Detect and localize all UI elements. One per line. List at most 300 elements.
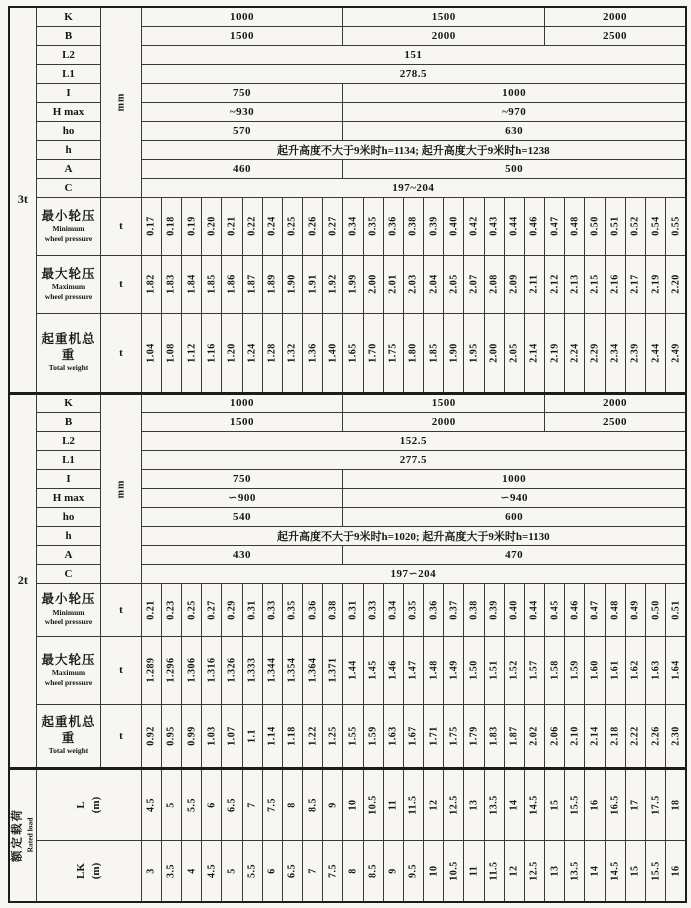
value-cell [645,583,665,636]
rotated-value: 3.5 [165,863,177,878]
unit-t-cell: t [101,313,141,393]
rotated-value: 1.316 [206,657,218,683]
rotated-value: 6 [266,868,278,874]
rotated-value: 0.27 [206,599,218,620]
rotated-value: 1.16 [206,342,218,363]
dim-value-cell: 1000 [141,393,343,412]
rotated-value: 5 [226,868,238,874]
span-value-cell [303,840,323,902]
dim-param-label: h [36,140,101,159]
row-name-cell [36,255,101,313]
unit-t-cell: t [101,636,141,704]
rotated-value: 2.24 [569,342,581,363]
span-value-cell [424,840,444,902]
span-value-cell [161,768,181,840]
rotated-value: 0.95 [165,725,177,746]
rotated-value: 1.70 [367,342,379,363]
rotated-value: 0.44 [528,599,540,620]
rotated-value: 1.08 [165,342,177,363]
value-cell [282,636,302,704]
value-cell [202,704,222,768]
value-cell [202,313,222,393]
value-cell [202,636,222,704]
value-cell [403,583,423,636]
rotated-value: 0.26 [307,216,319,236]
span-value-cell [383,840,403,902]
value-cell [403,197,423,255]
rotated-value: 8.5 [307,797,319,812]
row-name-cn: 起重机总重 [41,715,96,745]
span-value-cell [484,840,504,902]
span-value-cell [323,768,343,840]
rotated-value: 0.37 [448,599,460,620]
span-value-cell [585,840,605,902]
value-cell [181,704,201,768]
dim-value-cell: 151 [141,45,686,64]
value-cell [161,583,181,636]
crane-spec-table [8,6,687,903]
rotated-value: 1.63 [650,660,662,680]
unit-t-cell: t [101,255,141,313]
value-cell [242,313,262,393]
value-cell [363,583,383,636]
capacity-label: 2t [9,393,36,768]
span-value-cell [343,768,363,840]
rotated-value: 1.90 [448,342,460,363]
rotated-value: 2.19 [650,274,662,294]
rotated-value: 2.30 [670,725,682,746]
value-cell [484,583,504,636]
value-cell [181,636,201,704]
value-cell [444,636,464,704]
rotated-value: 12.5 [448,794,460,815]
data-row [9,197,686,255]
unit-t-cell: t [101,704,141,768]
dim-value-cell: 197∽204 [141,564,686,583]
value-cell [585,636,605,704]
rotated-value: 0.51 [609,216,621,236]
span-value-cell [645,768,665,840]
dim-param-label: L2 [36,431,101,450]
value-cell [625,704,645,768]
span-value-cell [444,840,464,902]
value-cell [645,636,665,704]
value-cell [303,704,323,768]
rotated-value: 1.326 [226,657,238,683]
value-cell [323,583,343,636]
value-cell [343,583,363,636]
value-cell [504,255,524,313]
value-cell [625,313,645,393]
rotated-value: 0.18 [165,216,177,236]
value-cell [403,255,423,313]
rotated-value: 1.344 [266,657,278,683]
dim-param-label: A [36,545,101,564]
dim-value-cell: 750 [141,83,343,102]
span-value-cell [666,840,686,902]
value-cell [363,704,383,768]
value-cell [343,255,363,313]
dimension-row [9,393,686,412]
value-cell [464,197,484,255]
value-cell [444,313,464,393]
rotated-value: 14.5 [609,861,621,881]
value-cell [625,255,645,313]
dim-value-cell: 起升高度不大于9米时h=1134; 起升高度大于9米时h=1238 [141,140,686,159]
rotated-value: 1.85 [428,342,440,363]
value-cell [282,255,302,313]
dim-value-cell: 197~204 [141,178,686,197]
value-cell [282,313,302,393]
span-value-cell [141,768,161,840]
span-value-cell [464,768,484,840]
rotated-value: 9 [387,868,399,874]
value-cell [202,197,222,255]
value-cell [424,636,444,704]
rotated-value: 0.31 [347,599,359,620]
rotated-value: 0.55 [670,216,682,236]
span-value-cell [545,840,565,902]
rotated-value: 2.39 [629,342,641,363]
span-axis-label-cell [36,840,141,902]
rotated-value: 1.22 [307,725,319,746]
rotated-value: 1.64 [670,660,682,680]
span-value-cell [303,768,323,840]
rotated-value: 1.289 [145,657,157,683]
value-cell [242,704,262,768]
rotated-value: 2.05 [448,274,460,294]
span-value-cell [504,840,524,902]
dimension-row [9,7,686,26]
value-cell [645,704,665,768]
row-name-cn: 最小轮压 [41,208,96,223]
rotated-value: 0.38 [327,599,339,620]
value-cell [383,583,403,636]
rotated-value: 1.07 [226,725,238,746]
span-axis-label [74,863,104,880]
rotated-value: 2.18 [609,725,621,746]
value-cell [545,636,565,704]
rotated-value: 2.15 [589,274,601,294]
dim-value-cell: 起升高度不大于9米时h=1020; 起升高度大于9米时h=1130 [141,526,686,545]
rotated-value: 2.44 [650,342,662,363]
rotated-value: 11 [387,799,399,810]
rotated-value: 12.5 [528,861,540,881]
rotated-value: 10.5 [367,794,379,815]
dim-value-cell: 500 [343,159,686,178]
value-cell [222,255,242,313]
footer-row [9,840,686,902]
rotated-value: 13 [549,865,561,877]
row-name-en: Total weight [48,746,89,756]
row-name-cell [36,197,101,255]
rotated-value: 5.5 [186,797,198,812]
row-name-cn: 起重机总重 [41,332,96,362]
dim-value-cell: ~930 [141,102,343,121]
value-cell [202,583,222,636]
rotated-value: 1.83 [165,274,177,294]
value-cell [222,583,242,636]
rotated-value: 11.5 [407,795,419,814]
dim-value-cell: 570 [141,121,343,140]
span-value-cell [222,840,242,902]
rotated-value: 1.59 [569,660,581,680]
span-value-cell [141,840,161,902]
span-value-cell [282,840,302,902]
rotated-value: 13.5 [488,794,500,815]
rotated-value: 0.27 [327,216,339,236]
dim-param-label: C [36,178,101,197]
rotated-value: 1.95 [468,342,480,363]
span-value-cell [403,840,423,902]
row-name-en: Minimum wheel pressure [44,224,93,243]
value-cell [585,197,605,255]
dim-value-cell: ∽900 [141,488,343,507]
rotated-value: 0.54 [650,216,662,236]
value-cell [504,197,524,255]
rotated-value: 1.57 [528,660,540,680]
dim-value-cell: 2500 [545,412,686,431]
value-cell [141,704,161,768]
dim-value-cell: 1000 [343,469,686,488]
rotated-value: 0.42 [468,216,480,236]
rotated-value: 6.5 [226,797,238,812]
value-cell [504,704,524,768]
rated-load-cn: 额定载荷 [11,808,24,863]
rotated-value: 1.75 [387,342,399,363]
value-cell [504,313,524,393]
span-value-cell [202,768,222,840]
rotated-value: 1.24 [246,342,258,363]
value-cell [666,313,686,393]
rotated-value: 6 [206,801,218,808]
value-cell [303,583,323,636]
value-cell [403,636,423,704]
value-cell [524,313,544,393]
value-cell [666,197,686,255]
dim-param-label: I [36,83,101,102]
row-name-en: Maximum wheel pressure [44,668,93,687]
rotated-value: 0.23 [165,599,177,620]
dim-param-label: ho [36,507,101,526]
rotated-value: 1.46 [387,660,399,680]
value-cell [504,583,524,636]
dim-param-label: h [36,526,101,545]
rotated-value: 16 [670,865,682,877]
dim-value-cell: 750 [141,469,343,488]
dim-param-label: H max [36,102,101,121]
value-cell [464,313,484,393]
span-value-cell [444,768,464,840]
value-cell [666,636,686,704]
rotated-value: 0.40 [508,599,520,620]
value-cell [605,197,625,255]
rotated-value: 8 [347,868,359,874]
value-cell [666,583,686,636]
rotated-value: 1.84 [186,274,198,294]
row-name-cell [36,636,101,704]
span-value-cell [161,840,181,902]
value-cell [424,313,444,393]
rotated-value: 2.14 [589,725,601,746]
rotated-value: 1.28 [266,342,278,363]
rotated-value: 1.87 [508,725,520,746]
dim-param-label: L1 [36,450,101,469]
dim-value-cell: 1500 [343,7,545,26]
value-cell [585,313,605,393]
row-name-en: Total weight [48,363,89,373]
dim-param-label: L1 [36,64,101,83]
dim-param-label: H max [36,488,101,507]
rotated-value: 0.40 [448,216,460,236]
value-cell [262,197,282,255]
span-value-cell [565,768,585,840]
rotated-value: 0.46 [569,599,581,620]
rotated-value: 2.26 [650,725,662,746]
rotated-value: 1.89 [266,274,278,294]
rotated-value: 1.58 [549,660,561,680]
rotated-value: 2.14 [528,342,540,363]
value-cell [262,704,282,768]
value-cell [222,636,242,704]
rotated-value: 1.50 [468,660,480,680]
rotated-value: 2.10 [569,725,581,746]
rotated-value: 14 [589,865,601,877]
axis-name: LK [74,862,87,879]
value-cell [645,255,665,313]
rotated-value: 15 [549,799,561,810]
value-cell [343,704,363,768]
rotated-value: 0.39 [428,216,440,236]
rotated-value: 15 [629,865,641,877]
axis-name: L [74,800,87,809]
rotated-value: 2.12 [549,274,561,294]
dim-value-cell: 278.5 [141,64,686,83]
rotated-value: 2.03 [407,274,419,294]
rotated-value: 0.46 [528,216,540,236]
rotated-value: 2.20 [670,274,682,294]
value-cell [222,197,242,255]
rotated-value: 2.17 [629,274,641,294]
rotated-value: 1.44 [347,660,359,680]
row-name-cell [36,704,101,768]
rotated-value: 3 [145,868,157,874]
span-value-cell [424,768,444,840]
value-cell [545,197,565,255]
rotated-value: 1.87 [246,274,258,294]
rotated-value: 7 [307,868,319,874]
unit-mm-label: mm [115,92,127,112]
value-cell [625,583,645,636]
axis-unit: (m) [89,862,102,879]
rotated-value: 0.48 [609,599,621,620]
dim-param-label: I [36,469,101,488]
value-cell [605,313,625,393]
rotated-value: 1.1 [246,728,258,743]
value-cell [141,313,161,393]
rotated-value: 11.5 [488,861,500,881]
rotated-value: 1.47 [407,660,419,680]
rotated-value: 1.71 [428,725,440,746]
value-cell [585,583,605,636]
dim-value-cell: 1500 [343,393,545,412]
rotated-value: 0.25 [286,216,298,236]
rotated-value: 1.92 [327,274,339,294]
rotated-value: 0.51 [670,599,682,620]
rotated-value: 1.03 [206,725,218,746]
rotated-value: 2.00 [367,274,379,294]
dim-value-cell: 1500 [141,26,343,45]
rotated-value: 1.85 [206,274,218,294]
rotated-value: 1.63 [387,725,399,746]
rotated-value: 1.04 [145,342,157,363]
rotated-value: 17 [629,799,641,810]
span-value-cell [524,768,544,840]
value-cell [343,636,363,704]
value-cell [424,583,444,636]
rotated-value: 1.91 [307,274,319,294]
rotated-value: 1.60 [589,660,601,680]
rotated-value: 0.35 [286,599,298,620]
rotated-value: 10 [428,865,440,877]
value-cell [545,255,565,313]
value-cell [181,313,201,393]
value-cell [141,583,161,636]
value-cell [282,197,302,255]
rotated-value: 2.13 [569,274,581,294]
rotated-value: 7.5 [327,863,339,878]
value-cell [605,704,625,768]
value-cell [222,704,242,768]
value-cell [141,636,161,704]
footer-row [9,768,686,840]
rotated-value: 0.50 [589,216,601,236]
rotated-value: 2.19 [549,342,561,363]
dim-param-label: L2 [36,45,101,64]
value-cell [464,255,484,313]
rated-load-label [11,808,34,862]
span-value-cell [202,840,222,902]
value-cell [424,255,444,313]
row-name-cn: 最小轮压 [41,592,96,607]
dim-value-cell: 2000 [343,26,545,45]
rotated-value: 13 [468,799,480,810]
dim-param-label: B [36,26,101,45]
rotated-value: 1.45 [367,660,379,680]
rotated-value: 0.24 [266,216,278,236]
data-row [9,636,686,704]
rotated-value: 4 [186,868,198,874]
rotated-value: 1.61 [609,660,621,680]
dim-value-cell: 1000 [141,7,343,26]
dim-value-cell: 600 [343,507,686,526]
rotated-value: 1.32 [286,342,298,363]
value-cell [645,197,665,255]
value-cell [303,255,323,313]
value-cell [242,255,262,313]
span-value-cell [545,768,565,840]
value-cell [565,583,585,636]
dim-value-cell: 2500 [545,26,686,45]
value-cell [363,255,383,313]
value-cell [161,636,181,704]
value-cell [141,255,161,313]
value-cell [202,255,222,313]
rotated-value: 10.5 [448,861,460,881]
span-value-cell [625,768,645,840]
rotated-value: 0.33 [266,599,278,620]
dim-param-label: K [36,393,101,412]
